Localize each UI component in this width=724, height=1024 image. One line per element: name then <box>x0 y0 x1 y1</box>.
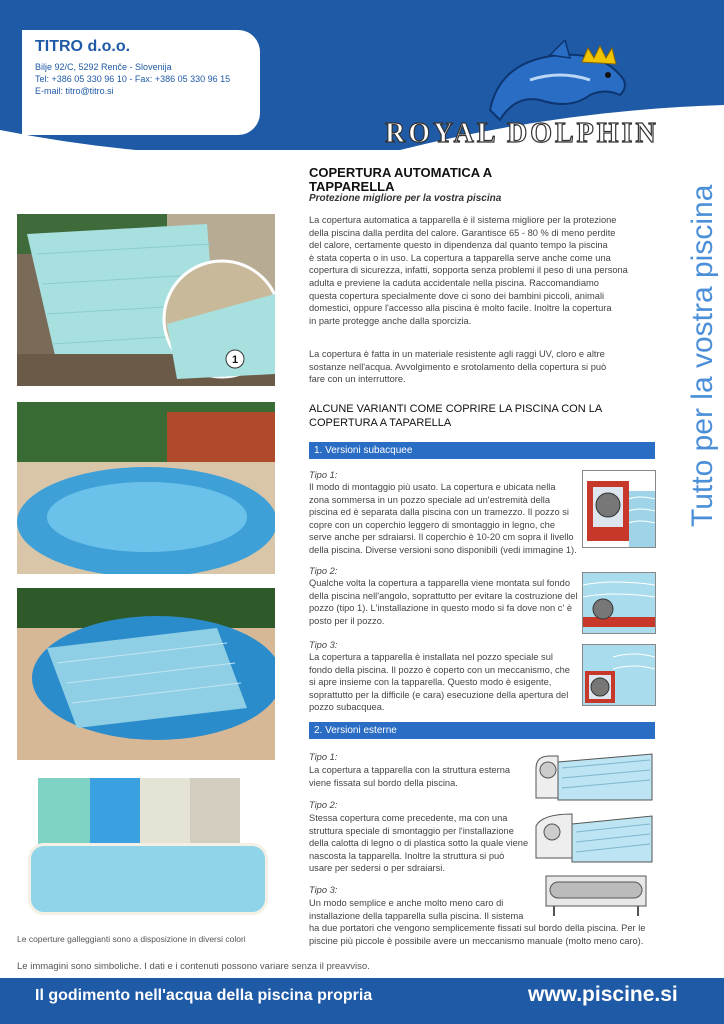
s2-tipo2-text: Stessa copertura come precedente, ma con una struttura speciale di smontaggio per l'installazione della calotta di legno o di plastica sotto la quale viene nascosta la tapparella. Inoltre la struttura si può usare per sedersi o per sdraiarsi. <box>309 813 529 873</box>
photo-pool-open <box>17 402 275 574</box>
color-swatch-grey <box>190 778 240 846</box>
material-paragraph: La copertura è fatta in un materiale resistente agli raggi UV, cloro e altre sostanze nell'acqua. Avvolgimento e srotolamento della copertura si può fare con un interruttore. <box>309 349 607 385</box>
brand-name: ROYAL DOLPHIN <box>385 118 659 149</box>
s1-tipo3-label: Tipo 3: <box>309 640 338 650</box>
company-address: Bilje 92/C, 5292 Renče - Slovenija <box>35 62 172 72</box>
s2-tipo2-label: Tipo 2: <box>309 800 338 810</box>
disclaimer: Le immagini sono simboliche. I dati e i contenuti possono variare senza il preavviso. <box>17 961 370 972</box>
cover-slat-sample <box>28 843 268 915</box>
diagram-tipo2 <box>582 572 656 634</box>
s1-tipo1-text: Il modo di montaggio più usato. La copertura e ubicata nella zona sommersa in un pozzo speciale ad un'estremità della piscina ed è separata dalla piscina con un tramezzo. Il pozzo si copre con un coperchio leggero di smontaggio in legno, che serve anche per sdraiarsi. Il coperchio è 10-20 cm sopra il livello della piscina. Diverse versioni sono disponibili (vedi immagine 1). <box>309 482 577 555</box>
s2-tipo3-text: Un modo semplice e anche molto meno caro di installazione della tapparella sulla piscina. Il sistema ha due portatori che vengono semplicemente fissati sul bordo della piscina. Per le piscine più piccole è possibile avere un meccanismo manuale (molto meno caro). <box>309 898 646 946</box>
section-2-bar: 2. Versioni esterne <box>309 722 655 739</box>
article-subtitle: Protezione migliore per la vostra piscina <box>309 193 502 204</box>
dolphin-logo-icon <box>470 40 650 130</box>
footer-website-link[interactable]: www.piscine.si <box>528 983 678 1006</box>
diagram-external-tipo2 <box>532 808 656 866</box>
s1-tipo2-text: Qualche volta la copertura a tapparella viene montata sul fondo della piscina nell'angolo, soprattutto per evitare la costruzione del pozzo (tipo 1). L'installazione in questo modo si fa dove non c' è posto per il pozzo. <box>309 578 578 626</box>
s1-tipo3-text: La copertura a tapparella è installata nel pozzo speciale sul fondo della piscina. Il pozzo è coperto con un meccanismo, che si apre insieme con la tapparella. Questo modo è esigente, soprattutto per la difficile (e cara) esecuzione della apertura del pozzo subacquea. <box>309 652 570 712</box>
photo-badge: 1 <box>231 354 239 366</box>
s2-tipo1-label: Tipo 1: <box>309 752 338 762</box>
company-phone: Tel: +386 05 330 96 10 - Fax: +386 05 330 96 15 <box>35 74 231 84</box>
photo-caption: Le coperture galleggianti sono a disposizione in diversi colori <box>17 934 246 944</box>
photo-pool-closing <box>17 588 275 760</box>
color-swatch-blue <box>90 778 140 846</box>
diagram-external-tipo3 <box>540 868 652 918</box>
s2-tipo3-label: Tipo 3: <box>309 885 338 895</box>
variants-heading: ALCUNE VARIANTI COME COPRIRE LA PISCINA CON LA COPERTURA A TAPARELLA <box>309 403 603 429</box>
photo-pool-cover-deck <box>17 214 275 386</box>
diagram-tipo3 <box>582 644 656 706</box>
intro-paragraph: La copertura automatica a tapparella è il sistema migliore per la protezione della piscina dalla perdita del calore. Garantisce 65 - 80 % di meno perdite del calore, certamente questo in dipendenza dal quanto tempo la piscina è stata coperta o in uso. La copertura a tapparella serve anche come una copertura di sicurezza, infatti, sopporta senza problemi il peso di una persona adulta e previene la caduta accidentale nella piscina. Raccomandiamo questa copertura specialmente dove ci sono dei bambini piccoli, animali domestici, oppure l'accesso alla piscina è molto facile. Inoltre la copertura in parte protegge anche dalla sporcizia. <box>309 215 628 326</box>
company-name: TITRO d.o.o. <box>35 38 131 55</box>
diagram-external-tipo1 <box>532 748 656 806</box>
footer-slogan: Il godimento nell'acqua della piscina propria <box>35 987 373 1004</box>
color-swatch-aqua <box>38 778 90 846</box>
s1-tipo2-label: Tipo 2: <box>309 566 338 576</box>
diagram-tipo1 <box>582 470 656 548</box>
section-1-bar: 1. Versioni subacquee <box>309 442 655 459</box>
s2-tipo1-text: La copertura a tapparella con la struttura esterna viene fissata sul bordo della piscina. <box>309 765 511 788</box>
article-title: COPERTURA AUTOMATICA A TAPPARELLA <box>309 165 493 194</box>
s1-tipo1-label: Tipo 1: <box>309 470 338 480</box>
company-email[interactable]: E-mail: titro@titro.si <box>35 86 114 96</box>
color-swatch-white <box>140 778 190 846</box>
vertical-slogan: Tutto per la vostra piscina <box>686 184 719 527</box>
